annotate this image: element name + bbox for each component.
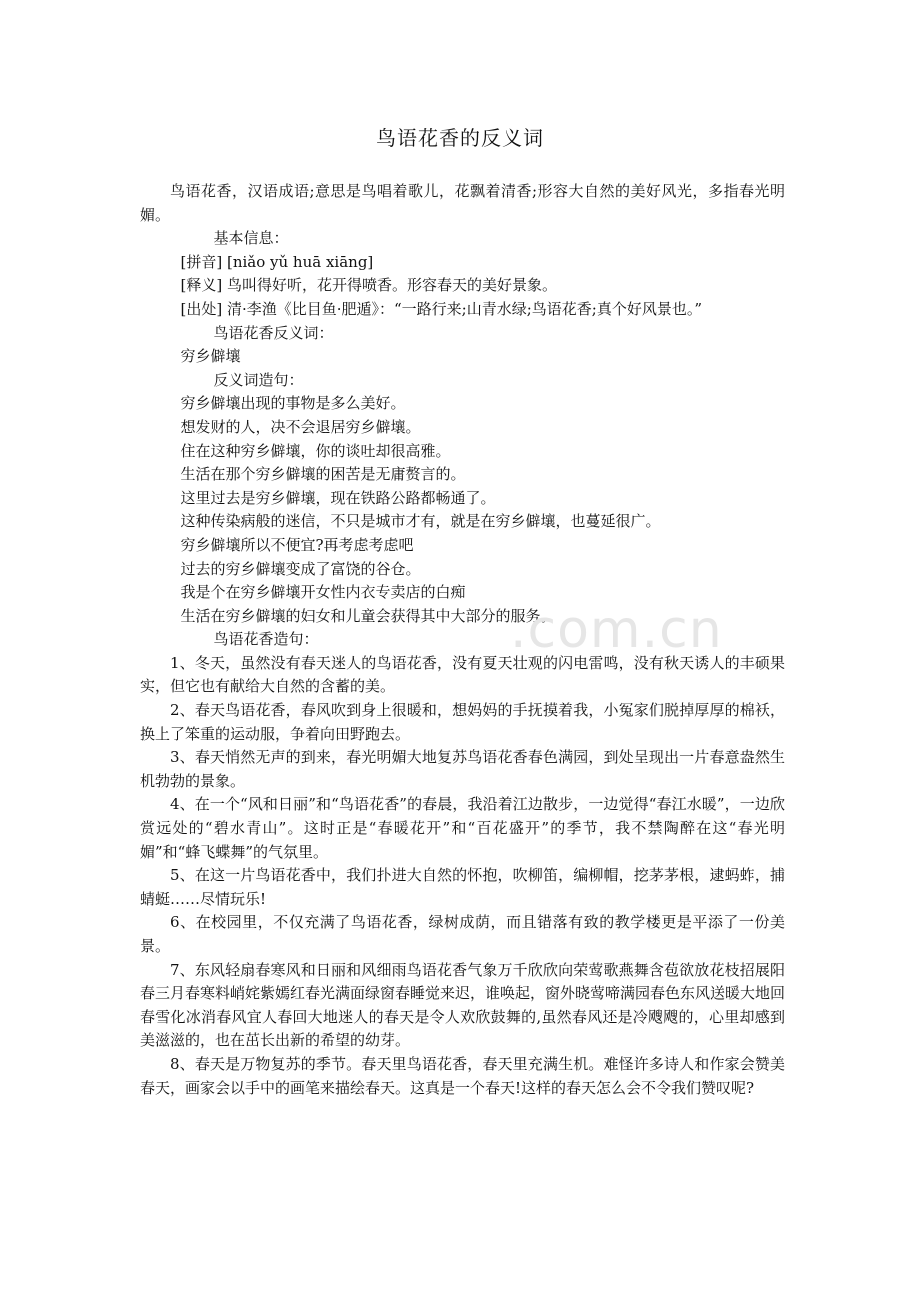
antonym-word: 穷乡僻壤 (180, 347, 241, 366)
antonym-sentence: 我是个在穷乡僻壤开女性内衣专卖店的白痴 (180, 583, 466, 602)
antonym-heading: 鸟语花香反义词： (213, 323, 334, 342)
intro-paragraph: 鸟语花香，汉语成语;意思是鸟唱着歌儿，花飘着清香;形容大自然的美好风光，多指春光明媚。 (140, 182, 785, 224)
meaning-line: [释义] 鸟叫得好听，花开得喷香。形容春天的美好景象。 (180, 276, 557, 295)
antonym-sentence: 这种传染病般的迷信，不只是城市才有，就是在穷乡僻壤，也蔓延很广。 (180, 512, 661, 531)
antonym-sentences-heading: 反义词造句： (213, 370, 304, 389)
example-paragraph: 5、在这一片鸟语花香中，我们扑进大自然的怀抱，吹柳笛，编柳帽，挖茅茅根，逮蚂蚱，捕蜻蜓……尽情玩乐! (140, 866, 785, 908)
document-title: 鸟语花香的反义词 (376, 126, 544, 150)
basic-info-heading: 基本信息： (213, 229, 289, 248)
source-line: [出处] 清·李渔《比目鱼·肥遁》：“一路行来;山青水绿;鸟语花香;真个好风景也。” (180, 299, 703, 318)
antonym-sentence: 生活在那个穷乡僻壤的困苦是无庸赘言的。 (180, 465, 466, 484)
example-paragraph: 8、春天是万物复苏的季节。春天里鸟语花香，春天里充满生机。难怪许多诗人和作家会赞美春天，画家会以手中的画笔来描绘春天。这真是一个春天!这样的春天怎么会不令我们赞叹呢? (140, 1054, 785, 1097)
example-paragraph: 2、春天鸟语花香，春风吹到身上很暖和，想妈妈的手抚摸着我，小冤家们脱掉厚厚的棉袄，换上了笨重的运动服，争着向田野跑去。 (140, 701, 785, 743)
antonym-sentence: 住在这种穷乡僻壤，你的谈吐却很高雅。 (180, 441, 451, 460)
example-paragraph: 3、春天悄然无声的到来，春光明媚大地复苏鸟语花香春色满园，到处呈现出一片春意盎然生机勃勃的景象。 (140, 748, 785, 790)
antonym-sentence: 过去的穷乡僻壤变成了富饶的谷仓。 (180, 559, 421, 578)
pinyin-line: [拼音] [niǎo yǔ huā xiāng] (180, 252, 374, 271)
example-heading: 鸟语花香造句： (213, 630, 319, 649)
watermark: .com.cn (510, 600, 723, 660)
antonym-sentence: 生活在穷乡僻壤的妇女和儿童会获得其中大部分的服务。 (180, 606, 556, 625)
example-paragraph: 4、在一个“风和日丽”和“鸟语花香”的春晨，我沿着江边散步，一边觉得“春江水暖”，一边欣赏远处的“碧水青山”。这时正是“春暖花开”和“百花盛开”的季节，我不禁陶醉在这“春光明媚”和“蜂飞蝶舞”的气氛里。 (140, 795, 785, 861)
antonym-sentence: 这里过去是穷乡僻壤，现在铁路公路都畅通了。 (180, 488, 496, 507)
example-paragraph: 1、冬天，虽然没有春天迷人的鸟语花香，没有夏天壮观的闪电雷鸣，没有秋天诱人的丰硕果实，但它也有献给大自然的含蓄的美。 (140, 653, 785, 696)
antonym-sentence: 穷乡僻壤出现的事物是多么美好。 (180, 394, 406, 413)
example-paragraph: 6、在校园里，不仅充满了鸟语花香，绿树成荫，而且错落有致的教学楼更是平添了一份美景。 (140, 913, 785, 955)
example-paragraph: 7、东风轻扇春寒风和日丽和风细雨鸟语花香气象万千欣欣向荣莺歌燕舞含苞欲放花枝招展阳春三月春寒料峭姹紫嫣红春光满面绿窗春睡觉来迟，谁唤起，窗外晓莺啼满园春色东风送暖大地回春雪化冰消春风宜人春回大地迷人的春天是令人欢欣鼓舞的,虽然春风还是冷飕飕的，心里却感到美滋滋的，也在茁长出新的希望的幼芽。 (140, 960, 786, 1050)
antonym-sentence: 想发财的人，决不会退居穷乡僻壤。 (180, 417, 421, 436)
antonym-sentence: 穷乡僻壤所以不便宜?再考虑考虑吧 (180, 535, 414, 554)
